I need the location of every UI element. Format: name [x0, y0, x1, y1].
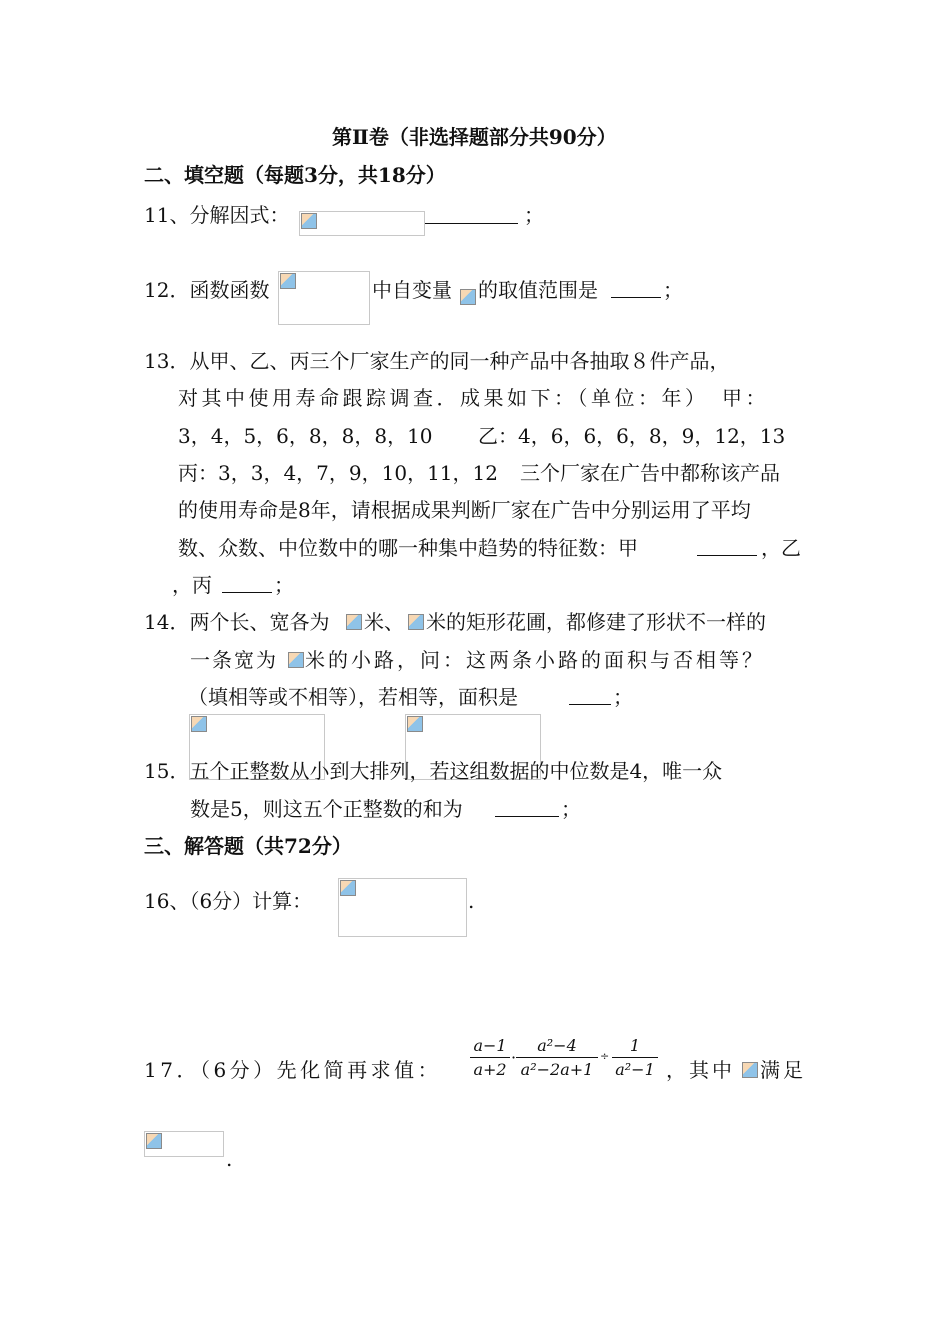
question-14-line-1c: 米的矩形花圃，都修建了形状不一样的: [426, 610, 766, 634]
question-13-line-3a: 3，4，5，6，8，8，8，10: [178, 424, 433, 448]
question-15-line-2a: 数是5，则这五个正整数的和为: [190, 797, 463, 821]
formula-dot: ·: [511, 1048, 517, 1067]
q17-variable-image-icon: [742, 1062, 758, 1078]
section-heading-fill-in: 二、填空题（每题3分，共18分）: [144, 163, 446, 187]
question-17-tail-b: 满足: [760, 1058, 806, 1082]
question-13-line-1: 13．从甲、乙、丙三个厂家生产的同一种产品中各抽取８件产品，: [144, 349, 730, 373]
question-14-line-3b: ；: [613, 685, 633, 709]
q17-end: .: [226, 1147, 233, 1171]
formula-fraction-1-denominator: a+2: [473, 1060, 507, 1079]
q11-end: ；: [524, 203, 544, 227]
formula-fraction-3-numerator: 1: [612, 1036, 658, 1058]
question-13-line-4b: 三个厂家在广告中都称该产品: [520, 461, 780, 485]
question-17-text: 17．（6分）先化简再求值：: [144, 1058, 442, 1082]
formula-fraction-1: [470, 1036, 510, 1079]
question-13-line-5: 的使用寿命是8年，请根据成果判断厂家在广告中分别运用了平均: [178, 498, 751, 522]
q12-end: ；: [663, 278, 683, 302]
question-14-line-2a: 一条宽为: [190, 648, 278, 672]
formula-fraction-2: [516, 1036, 598, 1079]
question-14-line-2b: 米的小路，问：这两条小路的面积与否相等？: [305, 648, 765, 672]
q13-blank-bing: [222, 572, 272, 597]
question-13-line-7b: ；: [274, 573, 294, 597]
q13-blank-jia: [697, 535, 757, 560]
q17-condition-image: [144, 1131, 224, 1157]
question-15-line-2b: ；: [561, 797, 581, 821]
q16-end: .: [468, 889, 475, 913]
question-13-line-2: 对其中使用寿命跟踪调查．成果如下：（单位：年） 甲：: [178, 386, 769, 410]
q16-expression-image: [338, 878, 467, 937]
question-16-text: 16、（6分）计算：: [144, 889, 313, 913]
section-heading-solve: 三、解答题（共72分）: [144, 834, 352, 858]
q12-variable-image-icon: [460, 289, 476, 305]
question-13-line-7a: ，丙: [172, 573, 212, 597]
formula-fraction-1-numerator: a−1: [470, 1036, 510, 1058]
question-11-text: 11、分解因式：: [144, 203, 290, 227]
q14-path-width-image-icon: [288, 652, 304, 668]
question-12-text-a: 12．函数函数: [144, 278, 270, 302]
q12-function-image: [278, 271, 370, 325]
formula-fraction-2-denominator: a²−2a+1: [520, 1060, 594, 1079]
q11-expression-image: [299, 211, 425, 236]
q14-width-image-icon: [408, 614, 424, 630]
q14-length-image-icon: [346, 614, 362, 630]
question-13-line-6b: ，乙: [761, 536, 801, 560]
formula-fraction-3-denominator: a²−1: [615, 1060, 655, 1079]
question-12-text-b: 中自变量: [372, 278, 452, 302]
question-17-tail-a: ，其中: [666, 1058, 735, 1082]
question-14-line-3a: （填相等或不相等），若相等，面积是: [188, 685, 518, 709]
q14-area-blank: [569, 684, 611, 709]
q15-sum-blank: [495, 796, 559, 821]
formula-divide: ÷: [600, 1050, 610, 1063]
question-15-line-1: 15．五个正整数从小到大排列，若这组数据的中位数是4，唯一众: [144, 759, 723, 783]
question-13-line-3b: 乙：4，6，6，6，8，9，12，13: [478, 424, 786, 448]
formula-fraction-3: [612, 1036, 658, 1079]
page-title: 第Ⅱ卷（非选择题部分共90分）: [332, 125, 617, 149]
question-14-line-1b: 米、: [364, 610, 404, 634]
question-13-line-4a: 丙：3，3，4，7，9，10，11，12: [178, 461, 498, 485]
q11-answer-blank: [425, 203, 518, 228]
question-14-line-1a: 14．两个长、宽各为: [144, 610, 330, 634]
question-13-line-6a: 数、众数、中位数中的哪一种集中趋势的特征数：甲: [178, 536, 638, 560]
q12-answer-blank: [611, 277, 661, 302]
formula-fraction-2-numerator: a²−4: [516, 1036, 598, 1058]
question-12-text-c: 的取值范围是: [478, 278, 598, 302]
